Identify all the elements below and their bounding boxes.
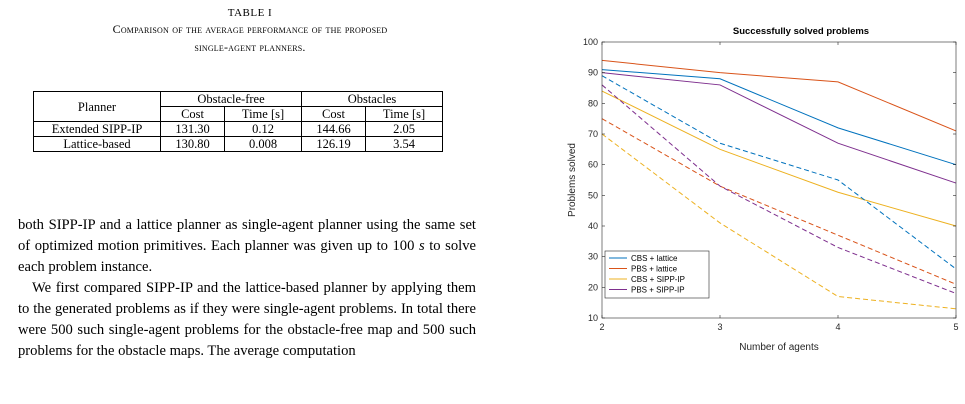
table-row (34, 122, 443, 137)
x-tick-label: 4 (835, 322, 841, 332)
body-text (18, 215, 476, 362)
series-line--0072bd-dashed (602, 76, 956, 269)
table-row (34, 137, 443, 152)
cell-free-time: 0.12 (225, 122, 302, 137)
cell-obs-cost: 126.19 (301, 137, 365, 152)
cell-obs-cost: 144.66 (301, 122, 365, 137)
series-line-cbs-sipp-ip (602, 91, 956, 226)
line-chart (545, 0, 965, 404)
paragraph-text: both SIPP-IP and a lattice planner as single-agent planner using the same set of optimized motion primitives. Each planner was given up to 100 (18, 217, 476, 254)
cell-planner: Lattice-based (34, 137, 161, 152)
header-obs-time: Time [s] (366, 107, 443, 122)
y-tick-label: 60 (587, 159, 598, 170)
paragraph-text: to solve each problem instance. (18, 238, 476, 275)
y-tick-label: 30 (587, 251, 598, 262)
header-free-time: Time [s] (225, 107, 302, 122)
series-line-pbs-sipp-ip (602, 73, 956, 183)
paragraph: We first compared SIPP-IP and the lattice-based planner by applying them to the generated problems as if they were single-agent problems. In total there were 500 such single-agent problems for the obstacle-free map and 500 such problems for the obstacle maps. The average computation (18, 280, 476, 359)
paragraph (18, 215, 476, 278)
x-axis-label: Number of agents (739, 342, 819, 353)
time-unit-variable: s (418, 238, 425, 254)
table-caption-line1: Comparison of the average performance of the proposed (112, 22, 388, 36)
cell-free-cost: 131.30 (161, 122, 225, 137)
header-free-cost: Cost (161, 107, 225, 122)
x-tick-label: 5 (953, 322, 959, 332)
x-tick-label: 3 (717, 322, 723, 332)
cell-planner: Extended SIPP-IP (34, 122, 161, 137)
legend-label: CBS + SIPP-IP (631, 275, 686, 284)
y-tick-label: 10 (587, 313, 598, 323)
table-number: TABLE I (227, 7, 273, 19)
x-tick-label: 2 (599, 322, 605, 332)
y-tick-label: 80 (587, 98, 598, 109)
results-table (33, 91, 443, 152)
y-tick-label: 90 (587, 67, 598, 78)
cell-obs-time: 2.05 (366, 122, 443, 137)
header-obs-cost: Cost (301, 107, 365, 122)
header-obstacles: Obstacles (301, 92, 442, 107)
table-header-row (34, 92, 443, 107)
y-tick-label: 100 (582, 37, 598, 47)
table-caption-line2: single-agent planners. (194, 40, 306, 54)
legend-label: CBS + lattice (631, 254, 678, 263)
header-obstacle-free: Obstacle-free (161, 92, 302, 107)
series-line-pbs-lattice (602, 60, 956, 131)
cell-free-time: 0.008 (225, 137, 302, 152)
legend-label: PBS + SIPP-IP (631, 285, 685, 295)
chart-legend (605, 251, 709, 298)
header-planner: Planner (34, 92, 161, 122)
cell-obs-time: 3.54 (366, 137, 443, 152)
legend-label: PBS + lattice (631, 264, 678, 274)
y-tick-label: 50 (587, 190, 598, 201)
chart-title: Successfully solved problems (732, 26, 870, 37)
y-tick-label: 20 (587, 282, 598, 293)
y-tick-label: 40 (587, 221, 598, 231)
cell-free-cost: 130.80 (161, 137, 225, 152)
y-tick-label: 70 (587, 129, 598, 139)
table-caption (0, 6, 500, 56)
y-axis-label: Problems solved (567, 143, 578, 217)
